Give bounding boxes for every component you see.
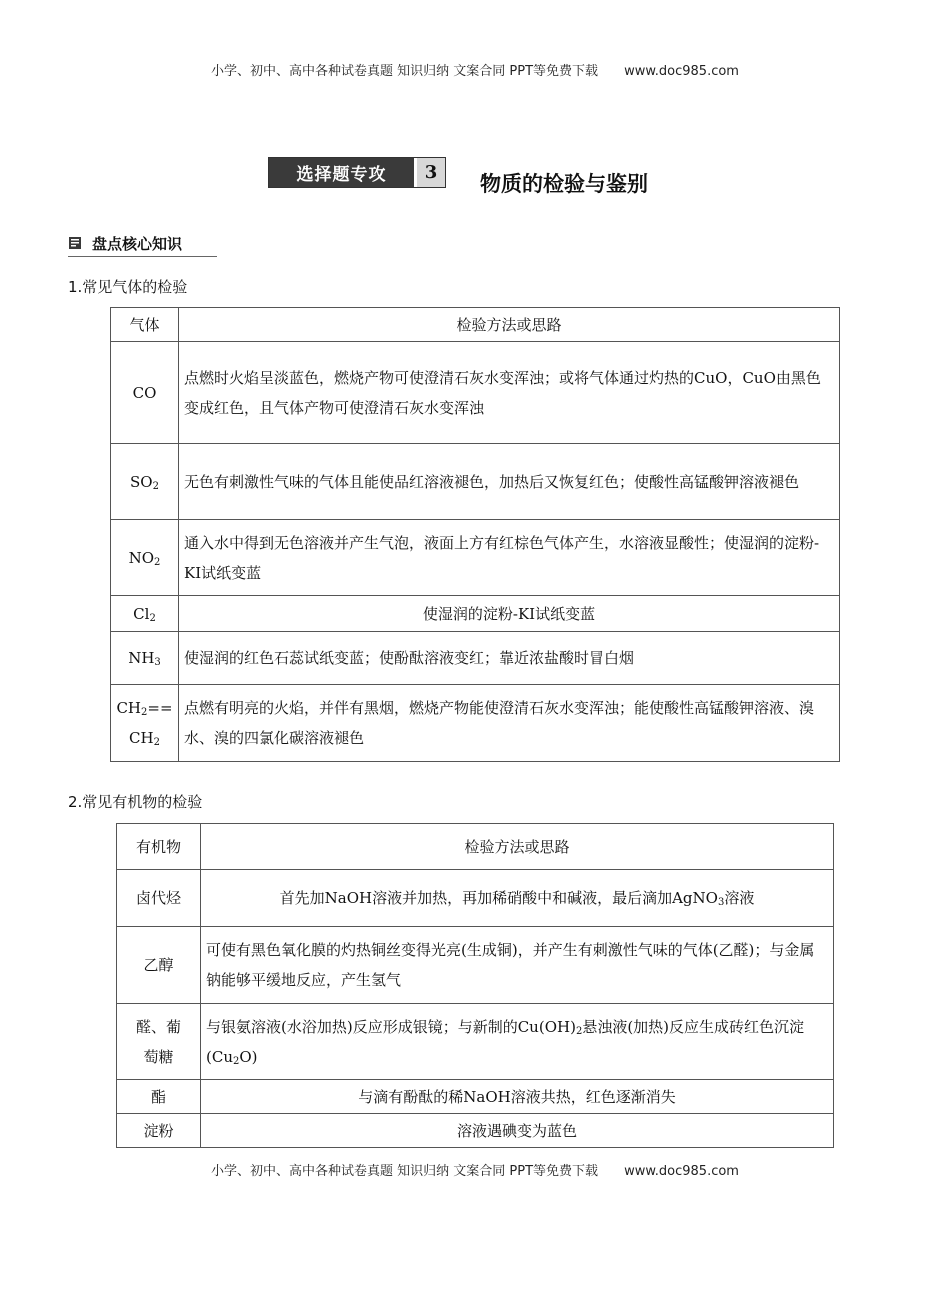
- table-row: [111, 596, 840, 632]
- organic-method: 溶液遇碘变为蓝色: [201, 1114, 834, 1148]
- gas-name: $NO_2$: [111, 520, 179, 596]
- gas-name: $SO_2$: [111, 444, 179, 520]
- table-row: [111, 632, 840, 685]
- table-row: [111, 685, 840, 762]
- col-header-gas: 气体: [111, 308, 179, 342]
- page-footer: [0, 1160, 950, 1179]
- organic-section-heading: 2.常见有机物的检验: [68, 793, 203, 811]
- gas-section-heading: 1.常见气体的检验: [68, 278, 188, 296]
- col-header-method: 检验方法或思路: [179, 308, 840, 342]
- title-badge-label: 选择题专攻: [269, 158, 417, 187]
- table-row: [111, 520, 840, 596]
- table-row: [117, 1114, 834, 1148]
- gas-detection-table: [110, 307, 840, 762]
- header-text: 小学、初中、高中各种试卷真题 知识归纳 文案合同 PPT等免费下载: [211, 64, 599, 79]
- section-heading: [68, 230, 217, 257]
- table-row: [117, 927, 834, 1004]
- gas-method: 点燃有明亮的火焰，并伴有黑烟，燃烧产物能使澄清石灰水变浑浊；能使酸性高锰酸钾溶液、溴水、溴的四氯化碳溶液褪色: [179, 685, 840, 762]
- organic-method: 与银氨溶液(水浴加热)反应形成银镜；与新制的$Cu(OH)_2$悬浊液(加热)反应生成砖红色沉淀$(Cu_2O)$: [201, 1004, 834, 1080]
- gas-method: 无色有刺激性气味的气体且能使品红溶液褪色，加热后又恢复红色；使酸性高锰酸钾溶液褪色: [179, 444, 840, 520]
- table-row: [117, 1004, 834, 1080]
- table-row: [117, 870, 834, 927]
- page-title: 物质的检验与鉴别: [480, 172, 648, 196]
- gas-name: $NH_3$: [111, 632, 179, 685]
- organic-method: 可使有黑色氧化膜的灼热铜丝变得光亮(生成铜)，并产生有刺激性气味的气体(乙醛)；与金属钠能够平缓地反应，产生氢气: [201, 927, 834, 1004]
- footer-text: 小学、初中、高中各种试卷真题 知识归纳 文案合同 PPT等免费下载: [211, 1164, 599, 1179]
- gas-method: 点燃时火焰呈淡蓝色，燃烧产物可使澄清石灰水变浑浊；或将气体通过灼热的CuO，CuO由黑色变成红色，且气体产物可使澄清石灰水变浑浊: [179, 342, 840, 444]
- header-site[interactable]: www.doc985.com: [624, 64, 739, 79]
- organic-name: 醛、葡 萄糖: [117, 1004, 201, 1080]
- gas-method: 通入水中得到无色溶液并产生气泡，液面上方有红棕色气体产生，水溶液显酸性；使湿润的淀粉-KI试纸变蓝: [179, 520, 840, 596]
- gas-name: $Cl_2$: [111, 596, 179, 632]
- table-row: [111, 342, 840, 444]
- gas-method: 使湿润的红色石蕊试纸变蓝；使酚酞溶液变红；靠近浓盐酸时冒白烟: [179, 632, 840, 685]
- col-header-organic: 有机物: [117, 824, 201, 870]
- organic-name: 淀粉: [117, 1114, 201, 1148]
- table-header-row: [117, 824, 834, 870]
- section-heading-text: 盘点核心知识: [92, 234, 183, 253]
- table-row: [111, 444, 840, 520]
- page-header: [0, 60, 950, 79]
- title-badge: [268, 157, 446, 188]
- organic-name: 乙醇: [117, 927, 201, 1004]
- organic-method: 首先加NaOH溶液并加热，再加稀硝酸中和碱液，最后滴加AgNO$_3$溶液: [201, 870, 834, 927]
- organic-name: 酯: [117, 1080, 201, 1114]
- footer-site[interactable]: www.doc985.com: [624, 1164, 739, 1179]
- title-badge-number: 3: [417, 158, 445, 187]
- gas-name: CO: [111, 342, 179, 444]
- gas-method: 使湿润的淀粉-KI试纸变蓝: [179, 596, 840, 632]
- organic-method: 与滴有酚酞的稀NaOH溶液共热，红色逐渐消失: [201, 1080, 834, 1114]
- document-icon: [68, 236, 82, 250]
- col-header-method: 检验方法或思路: [201, 824, 834, 870]
- organic-detection-table: [116, 823, 834, 1148]
- organic-name: 卤代烃: [117, 870, 201, 927]
- table-header-row: [111, 308, 840, 342]
- table-row: [117, 1080, 834, 1114]
- gas-name: $CH_2==$ $CH_2$: [111, 685, 179, 762]
